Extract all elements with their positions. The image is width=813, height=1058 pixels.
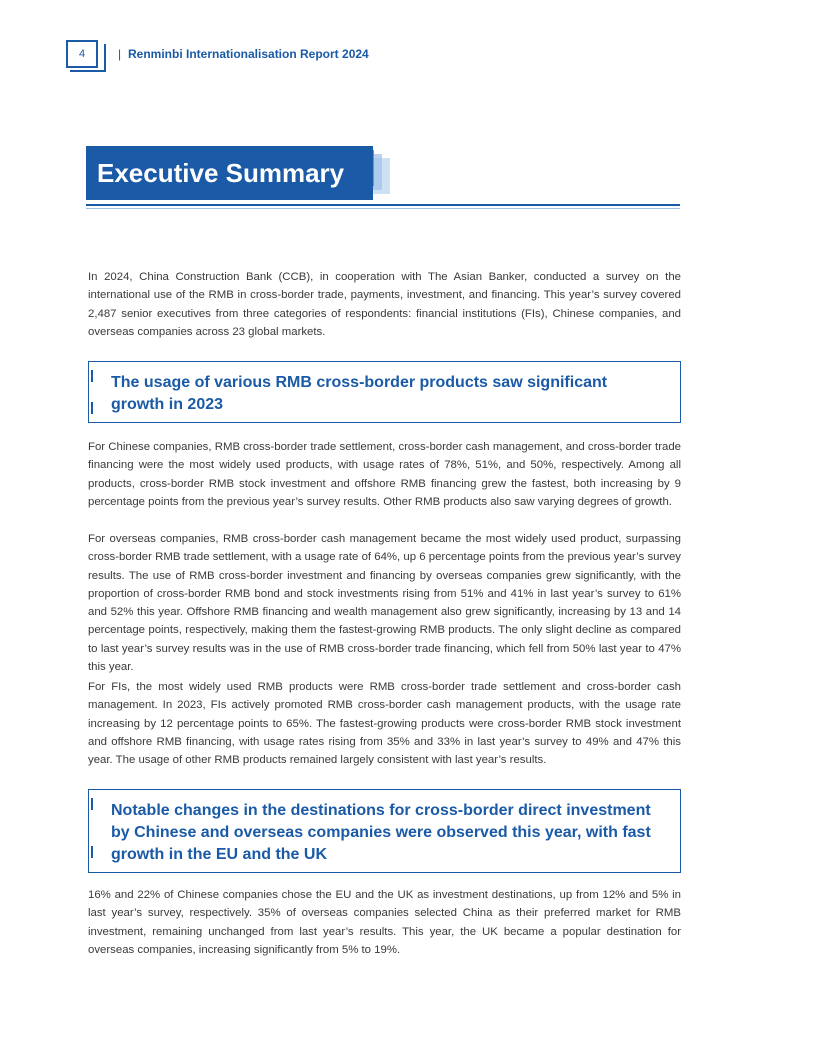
paragraph-overseas-companies: For overseas companies, RMB cross-border cash management became the most widely used product, surpassing cross-border RMB trade settlement, with a usage rate of 64%, up 6 percentage points from the previous year’s survey results. The use of RMB cross-border investment and financing by overseas companies grew significantly, with the proportion of cross-border RMB bond and stock investments rising from 51% and 41% in last year’s survey to 61% and 52% this year. Offshore RMB financing and wealth management also grew significantly, increasing by 13 and 14 percentage points, respectively, making them the fastest-growing RMB products. The only slight decline as compared to last year’s survey results was in the use of RMB cross-border trade financing, which fell from 50% last year to 47% this year. <box>88 533 681 674</box>
section-title: Executive Summary <box>86 146 373 200</box>
title-underline <box>86 204 680 206</box>
paragraph-investment-destinations: 16% and 22% of Chinese companies chose the EU and the UK as investment destinations, up from 12% and 5% in last year’s survey, respectively. 35% of overseas companies selected China as their preferred market for RMB investment, remaining unchanged from last year’s results. This year, the UK became a popular destination for overseas companies, increasing significantly from 5% to 19%. <box>88 889 681 956</box>
page-number-badge <box>66 40 100 70</box>
paragraph-chinese-companies: For Chinese companies, RMB cross-border trade settlement, cross-border cash management, and cross-border trade financing were the most widely used products, with usage rates of 78%, 51%, and 50%, respectively. Among all products, cross-border RMB stock investment and offshore RMB financing grew the fastest, both increasing by 9 percentage points from the previous year’s survey results. Other RMB products also saw varying degrees of growth. <box>88 441 681 508</box>
callout-mark <box>91 370 93 382</box>
report-title: Renminbi Internationalisation Report 2024 <box>128 47 369 61</box>
callout-box-1 <box>88 361 681 423</box>
paragraph-fis: For FIs, the most widely used RMB products were RMB cross-border trade settlement and cross-border cash management. In 2023, FIs actively promoted RMB cross-border cash management products, with the usage rate increasing by 12 percentage points to 65%. The fastest-growing products were cross-border RMB stock investment and offshore RMB financing, with usage rates rising from 35% and 33% in last year’s survey to 49% and 47% this year. The usage of other RMB products remained largely consistent with last year’s results. <box>88 681 681 767</box>
callout-mark <box>91 798 93 810</box>
callout-title-1: The usage of various RMB cross-border products saw significant growth in 2023 <box>111 374 608 413</box>
callout-title-2: Notable changes in the destinations for cross-border direct investment by Chinese and overseas companies were observed this year, with fast growth in the EU and the UK <box>111 802 651 863</box>
intro-paragraph: In 2024, China Construction Bank (CCB), in cooperation with The Asian Banker, conducted a survey on the international use of the RMB in cross-border trade, payments, investment, and financing. This year’s survey covered 2,487 senior executives from three categories of respondents: financial institutions (FIs), Chinese companies, and overseas companies across 23 global markets. <box>88 271 681 338</box>
callout-box-2 <box>88 789 681 873</box>
section-title-block <box>86 146 686 208</box>
callout-mark <box>91 846 93 858</box>
page-number: 4 <box>66 40 98 68</box>
title-underline-light <box>86 208 680 209</box>
callout-mark <box>91 402 93 414</box>
header-separator: | <box>118 47 122 61</box>
